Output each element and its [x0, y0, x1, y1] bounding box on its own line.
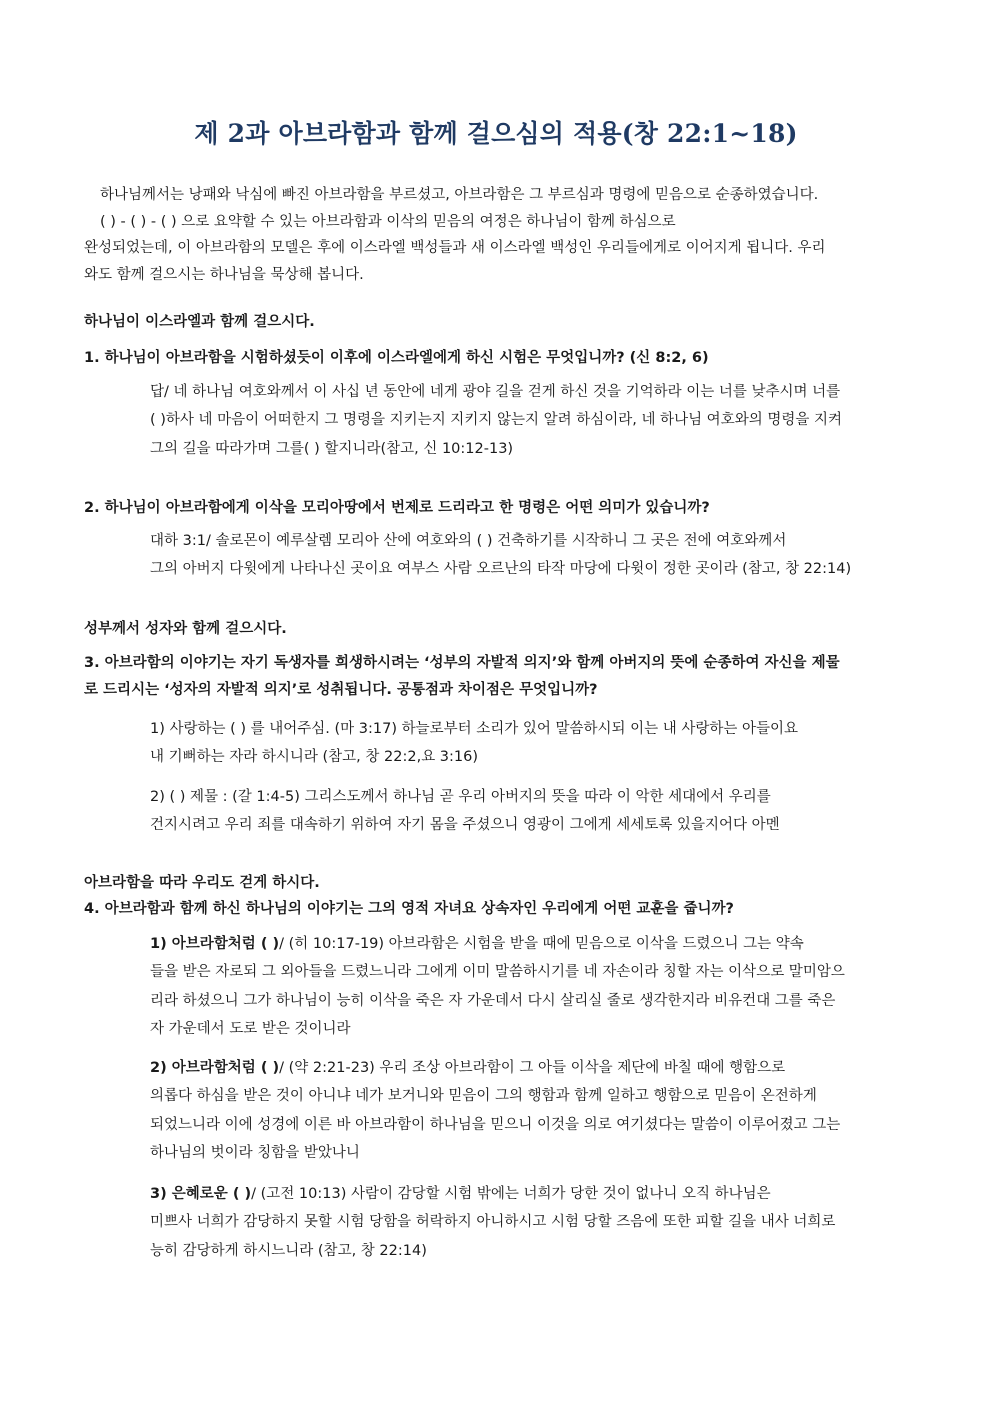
- answer-4-2: [150, 1054, 910, 1167]
- answer-line: 되었느니라 이에 성경에 이른 바 아브라함이 하나님을 믿으니 이것을 의로 여기셨다는 말씀이 이루어졌고 그는: [150, 1116, 841, 1133]
- intro-line: 완성되었는데, 이 아브라함의 모델은 후에 이스라엘 백성들과 새 이스라엘 백성인 우리들에게로 이어지게 됩니다. 우리: [84, 240, 826, 256]
- answer-lead: 3) 은혜로운 ( ): [150, 1186, 252, 1202]
- answer-line: [150, 930, 910, 958]
- intro-line: 와도 함께 걸으시는 하나님을 묵상해 봅니다.: [84, 266, 364, 283]
- answer-line: 내 기뻐하는 자라 하시니라 (참고, 창 22:2,요 3:16): [150, 749, 479, 766]
- answer-lead: 1) 아브라함처럼 ( ): [150, 936, 280, 952]
- answer-4-1: [150, 930, 910, 1043]
- answer-line: 능히 감당하게 하시느니라 (참고, 창 22:14): [150, 1242, 427, 1259]
- section-heading-3: 아브라함을 따라 우리도 걷게 하시다.: [84, 875, 320, 891]
- intro-line: 하나님께서는 낭패와 낙심에 빠진 아브라함을 부르셨고, 아브라함은 그 부르심과 명령에 믿음으로 순종하였습니다.: [100, 187, 819, 203]
- answer-2: [150, 527, 910, 584]
- question-text: 1. 하나님이 아브라함을 시험하셨듯이 이후에 이스라엘에게 하신 시험은 무엇입니까? (신 8:2, 6): [84, 350, 709, 366]
- answer-line: 리라 하셨으니 그가 하나님이 능히 이삭을 죽은 자 가운데서 다시 살리실 줄로 생각한지라 비유컨대 그를 죽은: [150, 992, 836, 1009]
- answer-3-2: [150, 783, 910, 840]
- answer-line: 건지시려고 우리 죄를 대속하기 위하여 자기 몸을 주셨으니 영광이 그에게 세세토록 있을지어다 아멘: [150, 817, 780, 834]
- answer-line: ( )하사 네 마음이 어떠한지 그 명령을 지키는지 지키지 않는지 알려 하심이라, 네 하나님 여호와의 명령을 지켜: [150, 412, 842, 429]
- section-heading-2: 성부께서 성자와 함께 걸으시다.: [84, 621, 287, 637]
- answer-line: 하나님의 벗이라 칭함을 받았나니: [150, 1144, 360, 1161]
- section-heading-1: 하나님이 이스라엘과 함께 걸으시다.: [84, 314, 315, 330]
- answer-line: 의롭다 하심을 받은 것이 아니냐 네가 보거니와 믿음이 그의 행함과 함께 일하고 행함으로 믿음이 온전하게: [150, 1088, 817, 1105]
- answer-line: 미쁘사 너희가 감당하지 못할 시험 당함을 허락하지 아니하시고 시험 당할 즈음에 또한 피할 길을 내사 너희로: [150, 1214, 836, 1231]
- answer-line: 대하 3:1/ 솔로몬이 예루살렘 모리아 산에 여호와의 ( ) 건축하기를 시작하니 그 곳은 전에 여호와께서: [150, 533, 787, 549]
- answer-line: 2) ( ) 제물 : (갈 1:4-5) 그리스도께서 하나님 곧 우리 아버지의 뜻을 따라 이 악한 세대에서 우리를: [150, 789, 771, 805]
- question-text: 2. 하나님이 아브라함에게 이삭을 모리아땅에서 번제로 드리라고 한 명령은 어떤 의미가 있습니까?: [84, 500, 710, 516]
- answer-line: 그의 길을 따라가며 그를( ) 할지니라(참고, 신 10:12-13): [150, 440, 514, 457]
- answer-text: / (약 2:21-23) 우리 조상 아브라함이 그 아들 이삭을 제단에 바칠 때에 행함으로: [279, 1060, 786, 1076]
- question-text: 4. 아브라함과 함께 하신 하나님의 이야기는 그의 영적 자녀요 상속자인 우리에게 어떤 교훈을 줍니까?: [84, 901, 734, 917]
- answer-line: 1) 사랑하는 ( ) 를 내어주심. (마 3:17) 하늘로부터 소리가 있어 말씀하시되 이는 내 사랑하는 아들이요: [150, 721, 799, 737]
- page-title: 제 2과 아브라함과 함께 걸으심의 적용(창 22:1~18): [194, 119, 798, 148]
- intro-paragraph: [84, 182, 910, 288]
- question-3: [84, 650, 910, 703]
- answer-4-3: [150, 1180, 910, 1265]
- question-4: [84, 896, 910, 923]
- answer-line: [150, 1054, 910, 1082]
- answer-line: 들을 받은 자로되 그 외아들을 드렸느니라 그에게 이미 말씀하시기를 네 자손이라 칭할 자는 이삭으로 말미암으: [150, 964, 845, 981]
- answer-lead: 2) 아브라함처럼 ( ): [150, 1060, 280, 1076]
- question-2: [84, 495, 910, 522]
- intro-line: ( ) - ( ) - ( ) 으로 요약할 수 있는 아브라함과 이삭의 믿음의 여정은 하나님이 함께 하심으로: [100, 213, 676, 230]
- answer-1: [150, 378, 910, 463]
- answer-text: / (히 10:17-19) 아브라함은 시험을 받을 때에 믿음으로 이삭을 드렸으니 그는 약속: [279, 936, 804, 952]
- answer-3-1: [150, 715, 910, 772]
- answer-line: [150, 1180, 910, 1208]
- answer-line: 그의 아버지 다윗에게 나타나신 곳이요 여부스 사람 오르난의 타작 마당에 다윗이 정한 곳이라 (참고, 창 22:14): [150, 561, 852, 578]
- question-text: 3. 아브라함의 이야기는 자기 독생자를 희생하시려는 ‘성부의 자발적 의지’와 함께 아버지의 뜻에 순종하여 자신을 제물: [84, 655, 840, 671]
- question-text: 로 드리시는 ‘성자의 자발적 의지’로 성취됩니다. 공통점과 차이점은 무엇입니까?: [84, 681, 598, 698]
- question-1: [84, 345, 910, 372]
- answer-line: 답/ 네 하나님 여호와께서 이 사십 년 동안에 네게 광야 길을 걷게 하신 것을 기억하라 이는 너를 낮추시며 너를: [150, 384, 841, 400]
- answer-line: 자 가운데서 도로 받은 것이니라: [150, 1020, 351, 1037]
- answer-text: / (고전 10:13) 사람이 감당할 시험 밖에는 너희가 당한 것이 없나니 오직 하나님은: [251, 1186, 771, 1202]
